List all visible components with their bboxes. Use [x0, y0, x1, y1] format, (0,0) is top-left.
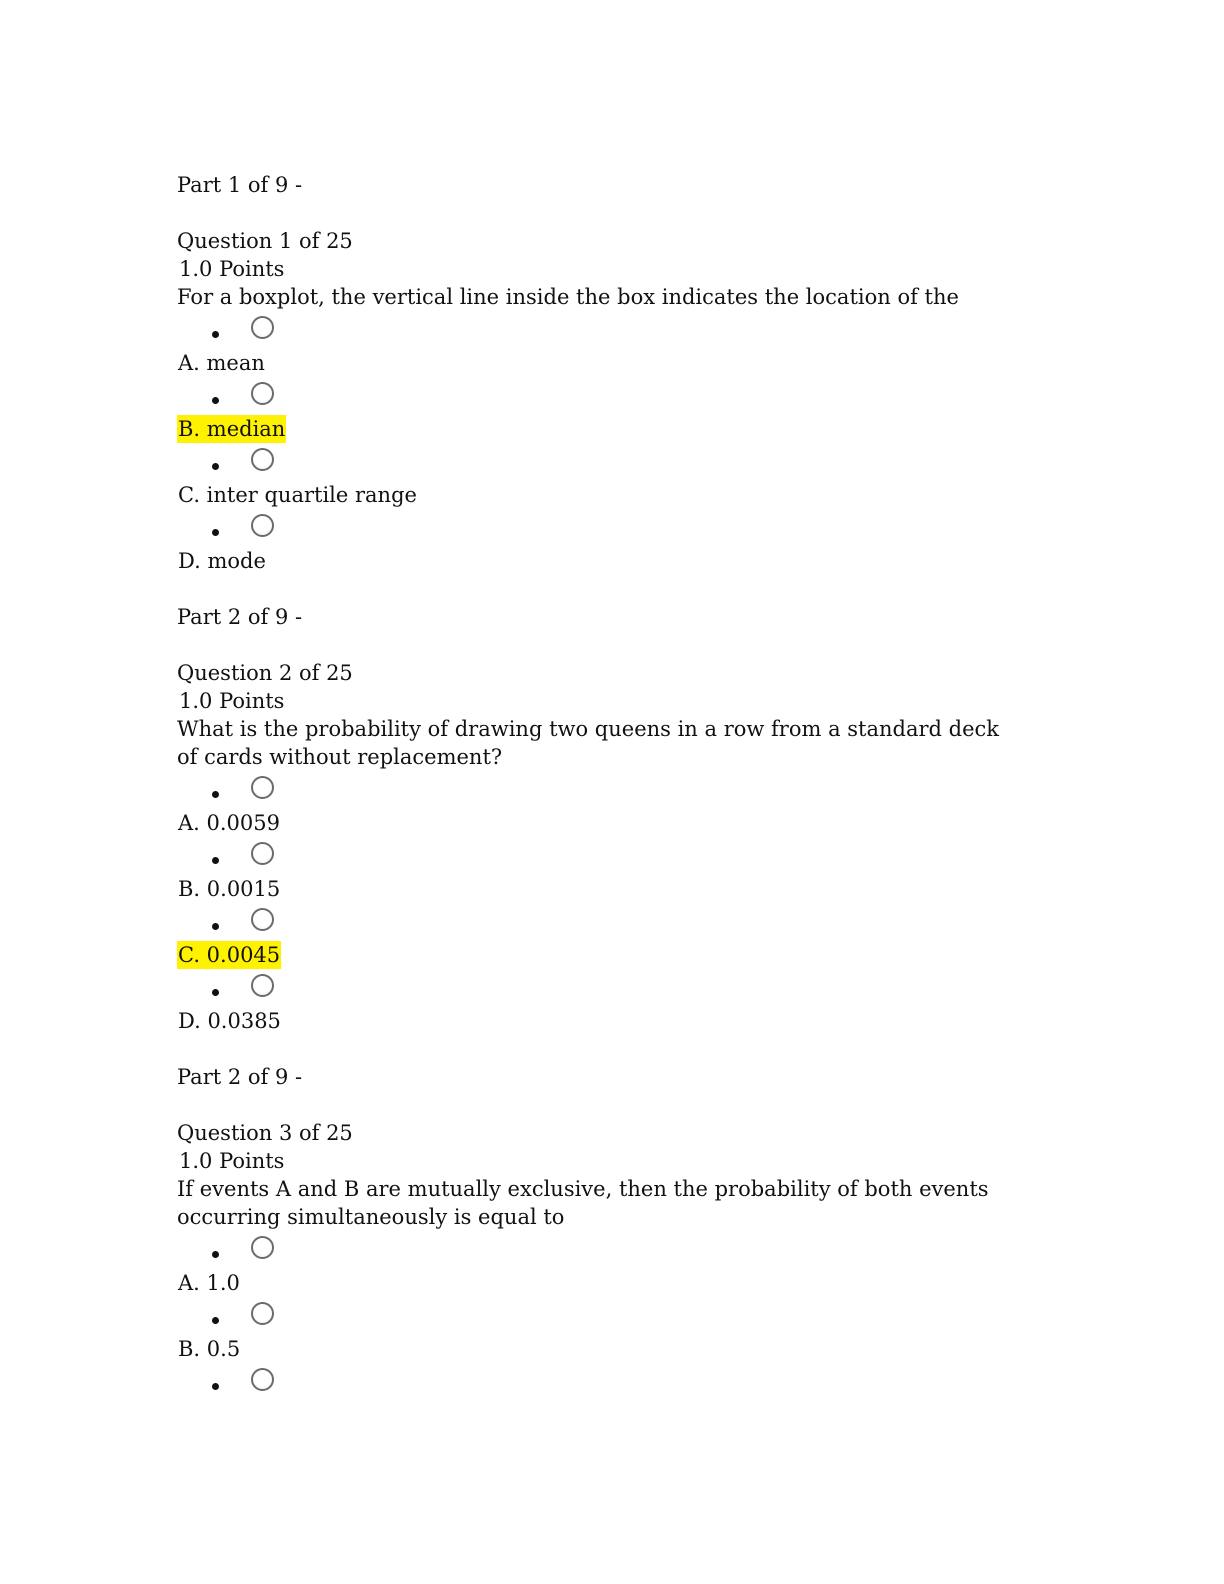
choice-label-d: D. mode: [178, 549, 266, 573]
choice-label-d: D. 0.0385: [178, 1009, 281, 1033]
question-number: Question 1 of 25: [177, 229, 353, 253]
choice-label-a: A. mean: [178, 351, 265, 375]
answer-choice-c: [177, 1363, 1007, 1401]
radio-button-d[interactable]: [251, 514, 274, 537]
question-points: 1.0 Points: [179, 1149, 285, 1173]
radio-button-b[interactable]: [251, 1302, 274, 1325]
part-heading: Part 2 of 9 -: [177, 1065, 303, 1089]
part-heading: Part 1 of 9 -: [177, 173, 303, 197]
question-number: Question 3 of 25: [177, 1121, 353, 1145]
answer-choice-a: [177, 1231, 1007, 1297]
radio-button-a[interactable]: [251, 316, 274, 339]
question-section-3: [177, 1063, 1007, 1401]
question-text: What is the probability of drawing two queens in a row from a standard deck of cards without replacement?: [177, 717, 1000, 769]
answer-choice-c: [177, 903, 1007, 969]
radio-button-d[interactable]: [251, 974, 274, 997]
bullet-icon: [212, 331, 219, 338]
bullet-icon: [212, 1383, 219, 1390]
answer-choices: [177, 771, 1007, 1035]
radio-button-c[interactable]: [251, 448, 274, 471]
bullet-icon: [212, 923, 219, 930]
answer-choices: [177, 311, 1007, 575]
radio-button-b[interactable]: [251, 842, 274, 865]
question-points: 1.0 Points: [179, 257, 285, 281]
choice-label-c: C. 0.0045: [178, 943, 281, 967]
answer-choice-d: [177, 969, 1007, 1035]
question-section-2: [177, 603, 1007, 1035]
bullet-icon: [212, 857, 219, 864]
answer-choice-b: [177, 377, 1007, 443]
radio-button-b[interactable]: [251, 382, 274, 405]
bullet-icon: [212, 529, 219, 536]
bullet-icon: [212, 463, 219, 470]
choice-label-b: B. 0.5: [178, 1337, 241, 1361]
bullet-icon: [212, 397, 219, 404]
question-text: For a boxplot, the vertical line inside the box indicates the location of the: [177, 285, 959, 309]
answer-choice-a: [177, 311, 1007, 377]
answer-choices: [177, 1231, 1007, 1401]
bullet-icon: [212, 1317, 219, 1324]
answer-choice-a: [177, 771, 1007, 837]
choice-label-b: B. median: [178, 417, 286, 441]
question-number: Question 2 of 25: [177, 661, 353, 685]
document-page: [177, 171, 1007, 1401]
radio-button-a[interactable]: [251, 1236, 274, 1259]
choice-label-b: B. 0.0015: [178, 877, 281, 901]
choice-label-c: C. inter quartile range: [178, 483, 417, 507]
answer-choice-c: [177, 443, 1007, 509]
radio-button-a[interactable]: [251, 776, 274, 799]
choice-label-a: A. 1.0: [178, 1271, 240, 1295]
question-section-1: [177, 171, 1007, 575]
answer-choice-b: [177, 1297, 1007, 1363]
radio-button-c[interactable]: [251, 1368, 274, 1391]
choice-label-a: A. 0.0059: [178, 811, 280, 835]
question-text: If events A and B are mutually exclusive, then the probability of both events occurring simultaneously is equal to: [177, 1177, 989, 1229]
radio-button-c[interactable]: [251, 908, 274, 931]
bullet-icon: [212, 989, 219, 996]
answer-choice-d: [177, 509, 1007, 575]
bullet-icon: [212, 791, 219, 798]
answer-choice-b: [177, 837, 1007, 903]
bullet-icon: [212, 1251, 219, 1258]
question-points: 1.0 Points: [179, 689, 285, 713]
part-heading: Part 2 of 9 -: [177, 605, 303, 629]
